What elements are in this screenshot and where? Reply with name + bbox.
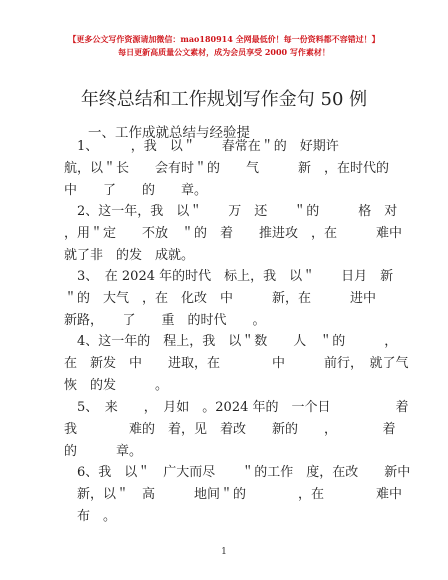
paragraph-line: 航，以＂长 会有时＂的 气 新 ，在时代的: [64, 161, 390, 176]
paragraph-line: 新路， 了 重 的时代 。: [64, 313, 266, 328]
paragraph-line: 6、我 以＂ 广大而尽 ＂的工作 度，在改 新中: [64, 465, 411, 480]
section-heading: 一、工作成就总结与经验提: [88, 125, 250, 141]
paragraph-line: 4、这一年的 程上，我 以＂数 人 ＂的 ，: [64, 334, 398, 349]
paragraph-line: 2、这一年，我 以＂ 万 还 ＂的 格 对: [64, 204, 398, 219]
paragraph-line: 布 。: [64, 509, 117, 524]
paragraph-2: [64, 201, 403, 267]
paragraph-5: [64, 397, 409, 463]
promo-banner-line-2: 每日更新高质量公文素材，成为会员享受 2000 写作素材！: [118, 47, 330, 57]
paragraph-6: [64, 462, 411, 528]
paragraph-1: [64, 136, 394, 202]
paragraph-line: 就了非 的发 成就。: [64, 248, 195, 263]
paragraph-line: ，用＂定 不放 ＂的 着 推进攻 ，在 难中: [64, 226, 403, 241]
promo-banner-line-1: 【更多公文写作资源请加微信：mao180914 全网最低价！每一份资料都不容错过！】: [68, 34, 380, 44]
paragraph-line: 恢 的发 。: [64, 378, 169, 393]
paragraph-line: 我 难的 着，见 着改 新的 ， 着: [64, 422, 396, 437]
paragraph-line: 1、 ，我 以＂ 春常在＂的 好期许: [64, 139, 339, 154]
paragraph-line: 中 了 的 章。: [64, 183, 208, 198]
paragraph-line: ＂的 大气 ，在 化改 中 新，在 进中: [64, 291, 377, 306]
document-title: 年终总结和工作规划写作金句 50 例: [80, 89, 368, 110]
paragraph-line: 5、 来 ， 月如 。2024 年的 一个日 着: [64, 400, 409, 415]
paragraph-4: [64, 331, 409, 397]
paragraph-line: 的 章。: [64, 444, 143, 459]
paragraph-line: 新，以＂ 高 地间＂的 ，在 难中: [64, 487, 403, 502]
paragraph-line: 3、 在 2024 年的时代 标上，我 以＂ 日月 新: [64, 269, 394, 284]
paragraph-line: 在 新发 中 进取，在 中 前行， 就了气: [64, 356, 409, 371]
page-number: 1: [221, 547, 227, 557]
paragraph-3: [64, 266, 394, 332]
